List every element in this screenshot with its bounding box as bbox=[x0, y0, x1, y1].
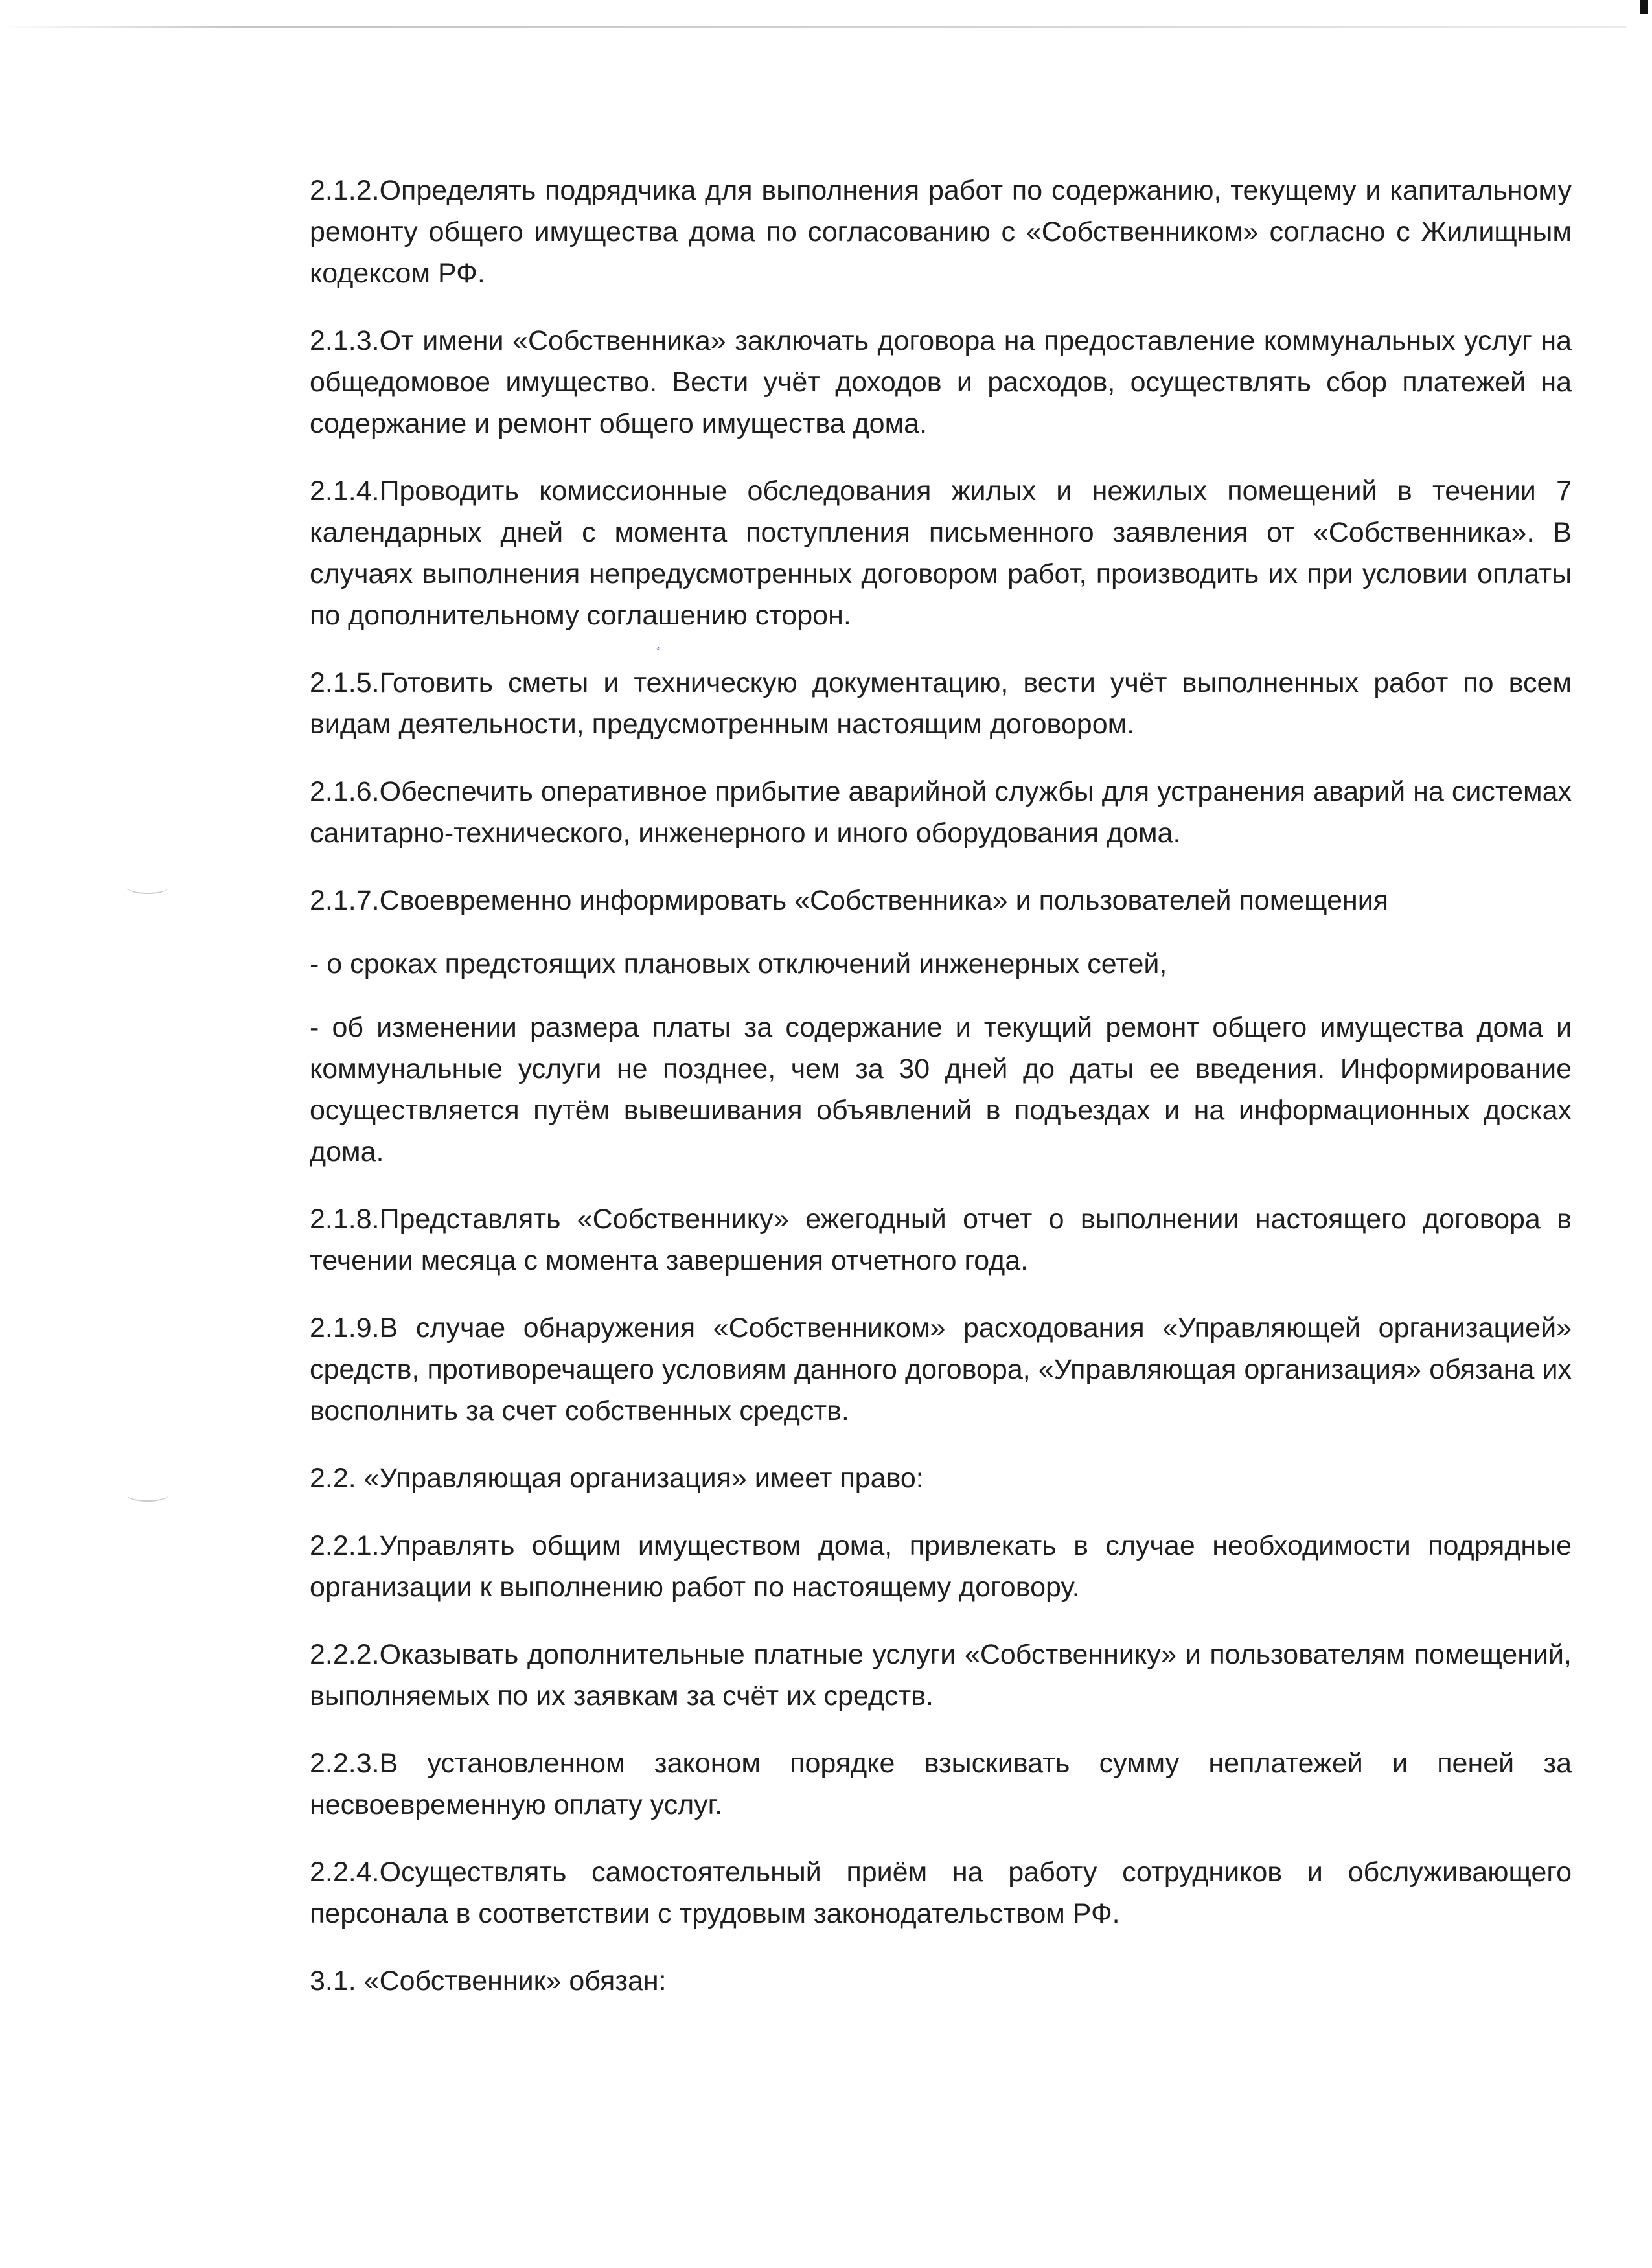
paragraph-2-1-3: 2.1.3.От имени «Собственника» заключать договора на предоставление коммунальных услуг на общедомовое имущество. Вести учёт доходов и расходов, осуществлять сбор платежей на содержание и ремонт общего имущества дома. bbox=[310, 325, 1572, 439]
paragraph-2-1-6: 2.1.6.Обеспечить оперативное прибытие аварийной службы для устранения аварий на системах санитарно-технического, инженерного и иного оборудования дома. bbox=[310, 776, 1572, 849]
paragraph-2-2-4: 2.2.4.Осуществлять самостоятельный приём на работу сотрудников и обслуживающего персонала в соответствии с трудовым законодательством РФ. bbox=[310, 1857, 1572, 1929]
paragraph-2-1-2: 2.1.2.Определять подрядчика для выполнения работ по содержанию, текущему и капитальному ремонту общего имущества дома по согласованию с «Собственником» согласно с Жилищным кодексом РФ. bbox=[310, 175, 1572, 289]
paragraph-2-1-5: 2.1.5.Готовить сметы и техническую документацию, вести учёт выполненных работ по всем видам деятельности, предусмотренным настоящим договором. bbox=[310, 667, 1572, 740]
pen-mark: ⸗ bbox=[656, 643, 660, 653]
paragraph-2-2-2: 2.2.2.Оказывать дополнительные платные услуги «Собственнику» и пользователям помещений, выполняемых по их заявкам за счёт их средств. bbox=[310, 1639, 1572, 1712]
paragraph-2-2-3: 2.2.3.В установленном законом порядке взыскивать сумму неплатежей и пеней за несвоевременную оплату услуг. bbox=[310, 1748, 1572, 1820]
punch-hole-shadow bbox=[127, 1489, 168, 1502]
list-item-planned-outages: - о сроках предстоящих плановых отключений инженерных сетей, bbox=[310, 948, 1167, 979]
scan-top-edge-line bbox=[0, 26, 1626, 28]
paragraph-2-1-4: 2.1.4.Проводить комиссионные обследования жилых и нежилых помещений в течении 7 календарных дней с момента поступления письменного заявления от «Собственника». В случаях выполнения непредусмотренных договором работ, производить их при условии оплаты по дополнительному соглашению сторон. bbox=[310, 475, 1572, 631]
punch-hole-shadow bbox=[127, 881, 168, 894]
list-item-fee-change: - об изменении размера платы за содержание и текущий ремонт общего имущества дома и коммунальные услуги не позднее, чем за 30 дней до даты ее введения. Информирование осуществляется путём вывешивания объявлений в подъездах и на информационных досках дома. bbox=[310, 1012, 1572, 1167]
section-heading-3-1: 3.1. «Собственник» обязан: bbox=[310, 1965, 667, 1997]
paragraph-2-1-7: 2.1.7.Своевременно информировать «Собственника» и пользователей помещения bbox=[310, 885, 1389, 916]
scan-corner-mark bbox=[1640, 0, 1648, 14]
section-heading-2-2: 2.2. «Управляющая организация» имеет право: bbox=[310, 1463, 924, 1494]
paragraph-2-1-9: 2.1.9.В случае обнаружения «Собственником» расходования «Управляющей организацией» средств, противоречащего условиям данного договора, «Управляющая организация» обязана их восполнить за счет собственных средств. bbox=[310, 1312, 1572, 1426]
paragraph-2-2-1: 2.2.1.Управлять общим имуществом дома, привлекать в случае необходимости подрядные организации к выполнению работ по настоящему договору. bbox=[310, 1530, 1572, 1603]
paragraph-2-1-8: 2.1.8.Представлять «Собственнику» ежегодный отчет о выполнении настоящего договора в течении месяца с момента завершения отчетного года. bbox=[310, 1204, 1572, 1276]
document-body bbox=[310, 170, 1572, 2028]
